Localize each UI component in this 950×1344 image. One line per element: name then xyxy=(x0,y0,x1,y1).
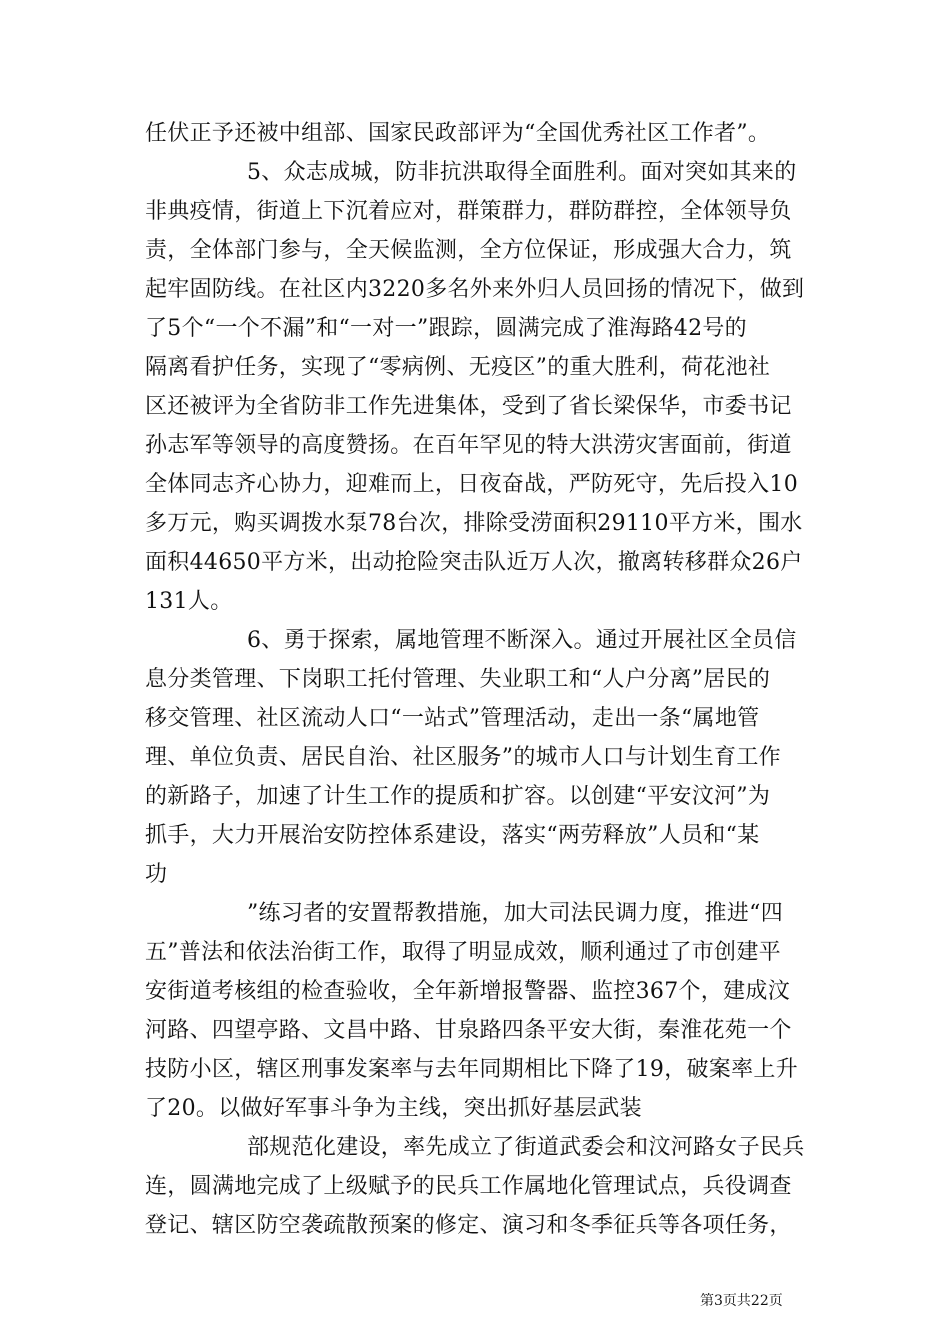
text-line: 移交管理、社区流动人口“一站式”管理活动，走出一条“属地管 xyxy=(145,706,760,731)
text-line: 部规范化建设，率先成立了街道武委会和汶河路女子民兵 xyxy=(247,1135,805,1160)
text-line: 131人。 xyxy=(145,589,233,614)
text-line: 技防小区，辖区刑事发案率与去年同期相比下降了19，破案率上升 xyxy=(145,1057,798,1082)
text-line: 6、勇于探索，属地管理不断深入。通过开展社区全员信 xyxy=(247,628,797,653)
text-line: 面积44650平方米，出动抢险突击队近万人次，撤离转移群众26户 xyxy=(145,550,803,575)
text-line: 抓手，大力开展治安防控体系建设，落实“两劳释放”人员和“某 xyxy=(145,823,760,848)
text-line: 理、单位负责、居民自治、社区服务”的城市人口与计划生育工作 xyxy=(145,745,781,770)
text-line: 任伏正予还被中组部、国家民政部评为“全国优秀社区工作者”。 xyxy=(145,121,771,146)
text-line: 非典疫情，街道上下沉着应对，群策群力，群防群控，全体领导负 xyxy=(145,199,792,224)
text-line: 区还被评为全省防非工作先进集体，受到了省长梁保华，市委书记 xyxy=(145,394,792,419)
text-line: 息分类管理、下岗职工托付管理、失业职工和“人户分离”居民的 xyxy=(145,667,771,692)
text-line: 功 xyxy=(145,862,168,887)
text-line: 安街道考核组的检查验收，全年新增报警器、监控367个，建成汶 xyxy=(145,979,790,1004)
text-line: 了20。以做好军事斗争为主线，突出抓好基层武装 xyxy=(145,1096,642,1121)
text-line: 登记、辖区防空袭疏散预案的修定、演习和冬季征兵等各项任务， xyxy=(145,1213,792,1238)
text-line: ”练习者的安置帮教措施，加大司法民调力度，推进“四 xyxy=(247,901,783,926)
text-line: 连，圆满地完成了上级赋予的民兵工作属地化管理试点，兵役调查 xyxy=(145,1174,792,1199)
text-line: 责，全体部门参与，全天候监测，全方位保证，形成强大合力，筑 xyxy=(145,238,792,263)
text-line: 5、众志成城，防非抗洪取得全面胜利。面对突如其来的 xyxy=(247,160,797,185)
text-line: 的新路子，加速了计生工作的提质和扩容。以创建“平安汶河”为 xyxy=(145,784,771,809)
text-line: 全体同志齐心协力，迎难而上，日夜奋战，严防死守，先后投入10 xyxy=(145,472,798,497)
text-line: 了5个“一个不漏”和“一对一”跟踪，圆满完成了淮海路42号的 xyxy=(145,316,747,341)
text-line: 五”普法和依法治街工作，取得了明显成效，顺利通过了市创建平 xyxy=(145,940,781,965)
page-number-footer: 第3页共22页 xyxy=(700,1293,783,1309)
text-line: 隔离看护任务，实现了“零病例、无疫区”的重大胜利，荷花池社 xyxy=(145,355,771,380)
text-line: 孙志军等领导的高度赞扬。在百年罕见的特大洪涝灾害面前，街道 xyxy=(145,433,792,458)
text-line: 起牢固防线。在社区内3220多名外来外归人员回扬的情况下，做到 xyxy=(145,277,805,302)
text-line: 多万元，购买调拨水泵78台次，排除受涝面积29110平方米，围水 xyxy=(145,511,803,536)
text-line: 河路、四望亭路、文昌中路、甘泉路四条平安大街，秦淮花苑一个 xyxy=(145,1018,792,1043)
